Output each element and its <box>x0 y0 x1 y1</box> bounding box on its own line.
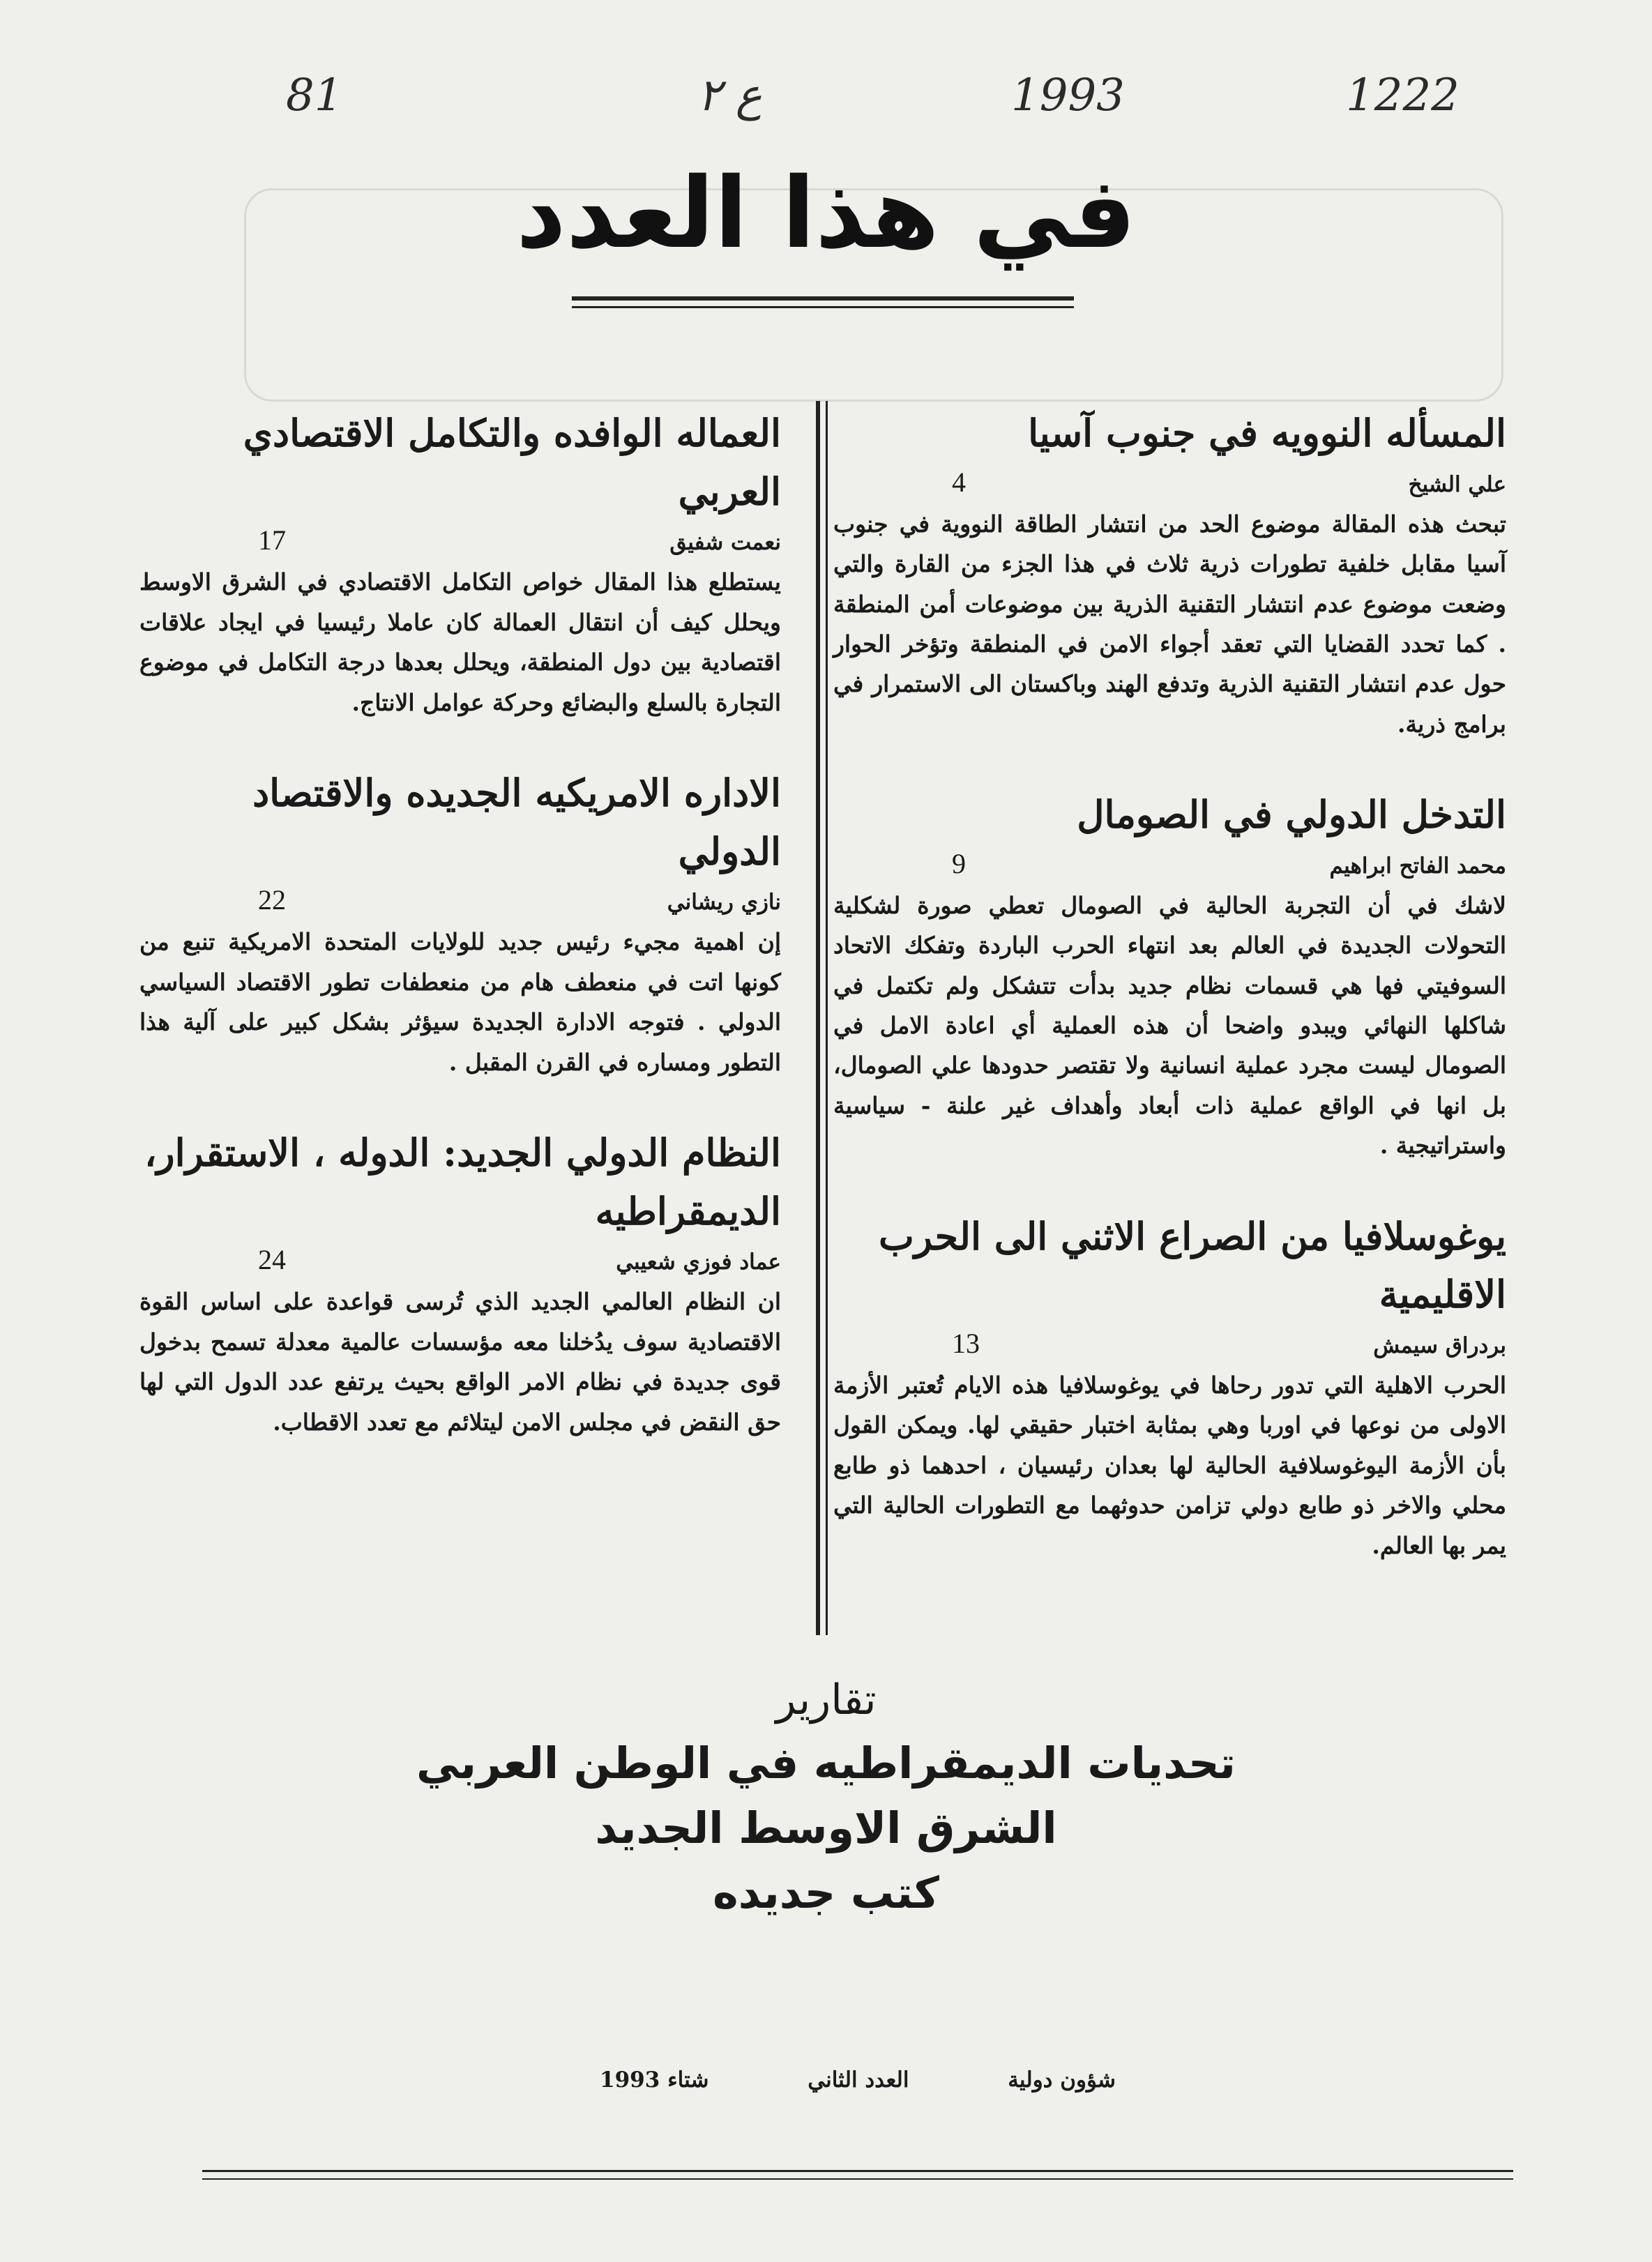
journal-name: شؤون دولية <box>1008 2067 1116 2093</box>
reports-heading: تقارير <box>775 1676 877 1724</box>
right-column <box>833 404 1506 1607</box>
article-byline <box>833 1327 1506 1360</box>
article-entry <box>139 404 781 722</box>
handwritten-note-left: 81 <box>286 70 343 121</box>
article-byline <box>139 883 781 916</box>
report-item[interactable]: الشرق الاوسط الجديد <box>595 1802 1057 1853</box>
report-item[interactable]: كتب جديده <box>713 1867 939 1918</box>
article-summary: تبحث هذه المقالة موضوع الحد من انتشار الطاقة النووية في جنوب آسيا مقابل خلفية تطورات ذرية ثلاث في هذا الجزء من القارة والتي وضعت موضوع عدم انتشار التقنية الذرية بين موضوعات أمن المنطقة . كما تحدد القضايا التي تعقد أجواء الامن في المنطقة وتؤخر الحوار حول عدم انتشار التقنية الذرية وتدفع الهند وباكستان الى الاستمرار في برامج ذرية. <box>833 510 1506 738</box>
handwritten-note-middle: ع ٢ <box>697 70 762 121</box>
article-page-number: 17 <box>258 524 286 556</box>
title-underline <box>572 296 1074 301</box>
column-divider-thin <box>826 401 828 1635</box>
article-page-number: 22 <box>258 884 286 916</box>
reports-section <box>0 1670 1652 1925</box>
article-title[interactable]: المسأله النوويه في جنوب آسيا <box>1028 411 1506 455</box>
article-author: عماد فوزي شعيبي <box>616 1250 781 1275</box>
footer-rule-thin <box>202 2178 1513 2180</box>
article-title[interactable]: النظام الدولي الجديد: الدوله ، الاستقرار، الديمقراطيه <box>144 1130 781 1234</box>
article-title[interactable]: يوغوسلافيا من الصراع الاثني الى الحرب الاقليمية <box>879 1213 1506 1317</box>
article-entry <box>833 404 1506 744</box>
article-entry <box>139 764 781 1082</box>
left-column <box>139 404 781 1484</box>
article-title[interactable]: العماله الوافده والتكامل الاقتصادي العربي <box>243 411 781 514</box>
article-author: نعمت شفيق <box>669 530 781 556</box>
article-entry <box>833 786 1506 1166</box>
page-title: في هذا العدد <box>515 157 1136 271</box>
handwritten-note-year: 1993 <box>1011 70 1125 121</box>
handwritten-note-right: 1222 <box>1346 70 1460 121</box>
article-title[interactable]: الاداره الامريكيه الجديده والاقتصاد الدولي <box>252 771 781 874</box>
issue-number: العدد الثاني <box>808 2067 909 2093</box>
article-summary: ان النظام العالمي الجديد الذي تُرسى قواعدة على اساس القوة الاقتصادية سوف يدُخلنا معه مؤسسات عالمية معدلة تسمح بدخول قوى جديدة في نظام الامر الواقع بحيث يرتفع عدد الدول التي لها حق النقض في مجلس الامن ليتلائم مع تعدد الاقطاب. <box>139 1288 781 1436</box>
article-byline <box>833 847 1506 880</box>
article-summary: الحرب الاهلية التي تدور رحاها في يوغوسلافيا هذه الايام تُعتبر الأزمة الاولى من نوعها في اوربا وهي بمثابة اختبار حقيقي لها. ويمكن القول بأن الأزمة اليوغوسلافية الحالية لها بعدان رئيسيان ، احدهما ذو طابع محلي والاخر ذو طابع دولي تزامن حدوثهما مع التطورات الحالية التي يمر بها العالم. <box>833 1372 1506 1559</box>
article-author: نازي ريشاني <box>667 890 781 916</box>
article-summary: إن اهمية مجيء رئيس جديد للولايات المتحدة الامريكية تنبع من كونها اتت في منعطف هام من منعطفات تطور الاقتصاد السياسي الدولي . فتوجه الادارة الجديدة سيؤثر بشكل كبير على آلية هذا التطور ومساره في القرن المقبل . <box>139 928 781 1076</box>
footer-rule <box>202 2170 1513 2172</box>
article-page-number: 9 <box>952 847 966 879</box>
issue-footer <box>600 2067 1116 2093</box>
article-summary: لاشك في أن التجربة الحالية في الصومال تعطي صورة لشكلية التحولات الجديدة في العالم بعد انتهاء الحرب الباردة وتفكك الاتحاد السوفيتي فها هي قسمات نظام جديد بدأت تتشكل ولم تكتمل في شاكلها النهائي ويبدو واضحا أن هذه العملية أي اعادة الامل في الصومال ليست مجرد عملية انسانية ولا تقتصر حدودها علي الصومال، بل انها في الواقع عملية ذات أبعاد وأهداف غير علنة - سياسية واستراتيجية . <box>833 891 1506 1160</box>
article-title[interactable]: التدخل الدولي في الصومال <box>1077 792 1506 837</box>
article-author: علي الشيخ <box>1408 471 1506 497</box>
title-underline-thin <box>572 306 1074 308</box>
article-byline <box>139 524 781 556</box>
report-item[interactable]: تحديات الديمقراطيه في الوطن العربي <box>416 1738 1236 1789</box>
issue-season: شتاء 1993 <box>600 2067 709 2093</box>
article-page-number: 24 <box>258 1244 286 1276</box>
article-byline <box>139 1243 781 1276</box>
article-page-number: 13 <box>952 1328 980 1360</box>
article-page-number: 4 <box>952 466 966 498</box>
article-author: محمد الفاتح ابراهيم <box>1329 853 1506 879</box>
article-summary: يستطلع هذا المقال خواص التكامل الاقتصادي في الشرق الاوسط ويحلل كيف أن انتقال العمالة كان عاملا رئيسيا في ايجاد علاقات اقتصادية بين دول المنطقة، ويحلل بعدها درجة التكامل في موضوع التجارة بالسلع والبضائع وحركة عوامل الانتاج. <box>139 568 781 716</box>
article-entry <box>833 1208 1506 1565</box>
article-byline <box>833 466 1506 499</box>
article-author: بردراق سيمش <box>1373 1333 1506 1359</box>
column-divider <box>816 401 820 1635</box>
article-entry <box>139 1124 781 1442</box>
